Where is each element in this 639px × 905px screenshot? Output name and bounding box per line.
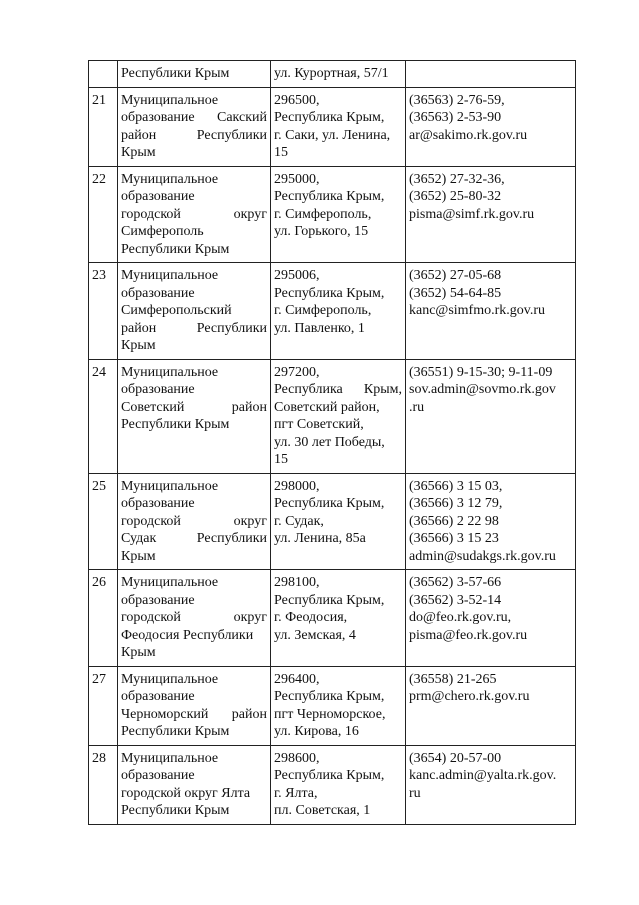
municipality-name-cell (118, 263, 271, 360)
municipality-name-cell (118, 666, 271, 745)
contact-line: (3652) 25-80-32 (409, 189, 502, 204)
address-line: Республика Крым, (274, 189, 385, 204)
address-line: г. Саки, ул. Ленина, (274, 127, 391, 143)
row-number: 28 (92, 750, 106, 766)
contact-line: (36563) 2-53-90 (409, 110, 502, 125)
table-row (89, 87, 576, 166)
address-line: г. Судак, (274, 513, 324, 529)
municipality-name-line: Крым (121, 645, 156, 660)
address-line: Республика Крым, (274, 496, 385, 511)
address-line: 298100, (274, 575, 320, 590)
contacts-cell (406, 359, 576, 473)
municipalities-table (88, 60, 576, 825)
contact-line: (36562) 3-52-14 (409, 592, 502, 608)
municipality-name-line: Муниципальное (121, 364, 219, 380)
municipality-name-cell (118, 61, 271, 88)
municipality-name-line: Муниципальное (121, 268, 219, 283)
address-line: пл. Советская, 1 (274, 803, 371, 818)
contacts-cell (406, 263, 576, 360)
table-row (89, 359, 576, 473)
row-number-cell (89, 473, 118, 570)
address-line: пгт Советский, (274, 417, 364, 432)
contact-line: pisma@feo.rk.gov.ru (409, 627, 528, 643)
row-number-cell (89, 359, 118, 473)
contact-line: (3652) 27-32-36, (409, 171, 505, 187)
municipality-name-cell (118, 745, 271, 824)
address-line: Республика Крым, (274, 689, 385, 704)
address-line: Республика Крым, (274, 382, 402, 397)
municipality-name-cell (118, 570, 271, 667)
contact-line: (36566) 3 12 79, (409, 496, 503, 511)
address-line: 296400, (274, 671, 320, 687)
municipality-name-line: Феодосия Республики (121, 627, 254, 643)
contact-line: (3652) 27-05-68 (409, 268, 502, 283)
municipality-name-line: Муниципальное (121, 171, 219, 187)
municipality-name-line: образование (121, 285, 195, 301)
municipality-name-line: Муниципальное (121, 92, 219, 108)
table-row (89, 570, 576, 667)
contacts-cell (406, 61, 576, 88)
address-cell (271, 745, 406, 824)
contacts-cell (406, 473, 576, 570)
contact-line: ru (409, 785, 421, 801)
contacts-cell (406, 666, 576, 745)
municipality-name-line: Крым (121, 145, 156, 160)
municipality-name-line: Черноморский район (121, 706, 267, 722)
row-number: 21 (92, 92, 106, 108)
contact-line: (36562) 3-57-66 (409, 575, 502, 590)
municipality-name-line: Судак Республики (121, 531, 267, 546)
address-line: пгт Черноморское, (274, 706, 386, 722)
contact-line: (36566) 3 15 03, (409, 478, 503, 494)
municipality-name-line: Муниципальное (121, 750, 219, 766)
municipality-name-cell (118, 166, 271, 263)
municipality-name-line: Крым (121, 548, 156, 564)
municipality-name-line: Республики Крым (121, 724, 230, 739)
table-row (89, 166, 576, 263)
address-line: 298600, (274, 750, 320, 766)
municipality-name-line: городской округ (121, 206, 267, 222)
row-number-cell (89, 570, 118, 667)
address-line: ул. Курортная, 57/1 (274, 66, 389, 81)
row-number-cell (89, 166, 118, 263)
address-line: г. Симферополь, (274, 206, 372, 222)
contact-line: kanc@simfmo.rk.gov.ru (409, 303, 546, 318)
municipality-name-line: образование (121, 768, 195, 783)
address-line: 295006, (274, 268, 320, 283)
contact-line: (36558) 21-265 (409, 671, 497, 687)
municipality-name-line: Республики Крым (121, 803, 230, 818)
contact-line: do@feo.rk.gov.ru, (409, 610, 512, 625)
address-line: г. Ялта, (274, 785, 318, 801)
address-cell (271, 359, 406, 473)
address-line: ул. Павленко, 1 (274, 320, 365, 336)
contact-line: ar@sakimo.rk.gov.ru (409, 127, 528, 143)
contact-line: (36551) 9-15-30; 9-11-09 (409, 364, 553, 380)
table-row (89, 473, 576, 570)
contact-line: (36566) 2 22 98 (409, 513, 499, 529)
contact-line: pisma@simf.rk.gov.ru (409, 206, 535, 222)
address-line: 298000, (274, 478, 320, 494)
row-number-cell (89, 263, 118, 360)
contact-line: admin@sudakgs.rk.gov.ru (409, 548, 556, 564)
contacts-cell (406, 87, 576, 166)
contact-line: .ru (409, 399, 425, 415)
municipality-name-line: Муниципальное (121, 478, 219, 494)
contact-line: (36563) 2-76-59, (409, 92, 505, 108)
address-cell (271, 473, 406, 570)
address-line: ул. Кирова, 16 (274, 724, 359, 739)
address-line: г. Симферополь, (274, 303, 372, 318)
address-cell (271, 166, 406, 263)
address-line: 296500, (274, 92, 320, 108)
address-line: ул. Земская, 4 (274, 627, 356, 643)
address-cell (271, 263, 406, 360)
address-line: 297200, (274, 364, 320, 380)
contacts-cell (406, 166, 576, 263)
municipality-name-cell (118, 359, 271, 473)
municipality-name-line: Советский район (121, 399, 267, 415)
contact-line: (3654) 20-57-00 (409, 750, 502, 766)
contact-line: (36566) 3 15 23 (409, 531, 499, 546)
contact-line: sov.admin@sovmo.rk.gov (409, 382, 556, 397)
contacts-cell (406, 745, 576, 824)
row-number-cell (89, 87, 118, 166)
municipality-name-line: городской округ (121, 513, 267, 529)
address-cell (271, 87, 406, 166)
contact-line: kanc.admin@yalta.rk.gov. (409, 768, 557, 783)
contact-line: prm@chero.rk.gov.ru (409, 689, 530, 704)
municipality-name-line: Крым (121, 338, 156, 353)
municipality-name-cell (118, 473, 271, 570)
address-line: Республика Крым, (274, 110, 385, 125)
address-line: ул. Горького, 15 (274, 224, 369, 239)
address-cell (271, 61, 406, 88)
table-row (89, 745, 576, 824)
contacts-cell (406, 570, 576, 667)
municipality-name-line: образование Сакский (121, 110, 267, 125)
municipality-name-line: Симферополь (121, 224, 204, 239)
address-line: Республика Крым, (274, 768, 385, 783)
municipality-name-line: район Республики (121, 320, 267, 336)
table-row (89, 263, 576, 360)
municipality-name-line: образование (121, 689, 195, 704)
address-line: Советский район, (274, 399, 380, 415)
municipality-name-line: Республики Крым (121, 417, 230, 432)
municipality-name-line: городской округ Ялта (121, 785, 251, 801)
row-number-cell (89, 61, 118, 88)
row-number: 26 (92, 575, 106, 590)
table-row (89, 666, 576, 745)
municipality-name-line: Муниципальное (121, 575, 219, 590)
address-line: Республика Крым, (274, 592, 385, 608)
address-line: Республика Крым, (274, 285, 385, 301)
municipality-name-cell (118, 87, 271, 166)
address-line: 295000, (274, 171, 320, 187)
municipality-name-line: образование (121, 382, 195, 397)
municipality-name-line: Муниципальное (121, 671, 219, 687)
row-number: 22 (92, 171, 106, 187)
municipality-name-line: Симферопольский (121, 303, 232, 318)
address-cell (271, 666, 406, 745)
row-number-cell (89, 745, 118, 824)
municipality-name-line: образование (121, 496, 195, 511)
address-line: ул. 30 лет Победы, (274, 434, 385, 450)
row-number: 27 (92, 671, 106, 687)
row-number: 23 (92, 268, 106, 283)
municipality-name-line: Республики Крым (121, 241, 230, 257)
address-line: г. Феодосия, (274, 610, 348, 625)
address-cell (271, 570, 406, 667)
table-body (89, 61, 576, 825)
municipality-name-line: район Республики (121, 127, 267, 143)
municipality-name-line: Республики Крым (121, 66, 230, 81)
row-number: 24 (92, 364, 106, 380)
municipality-name-line: городской округ (121, 610, 267, 625)
municipality-name-line: образование (121, 189, 195, 204)
table-row (89, 61, 576, 88)
address-line: 15 (274, 145, 288, 160)
row-number-cell (89, 666, 118, 745)
address-line: ул. Ленина, 85а (274, 531, 366, 546)
address-line: 15 (274, 452, 288, 467)
row-number: 25 (92, 478, 106, 494)
municipality-name-line: образование (121, 592, 195, 608)
contact-line: (3652) 54-64-85 (409, 285, 502, 301)
